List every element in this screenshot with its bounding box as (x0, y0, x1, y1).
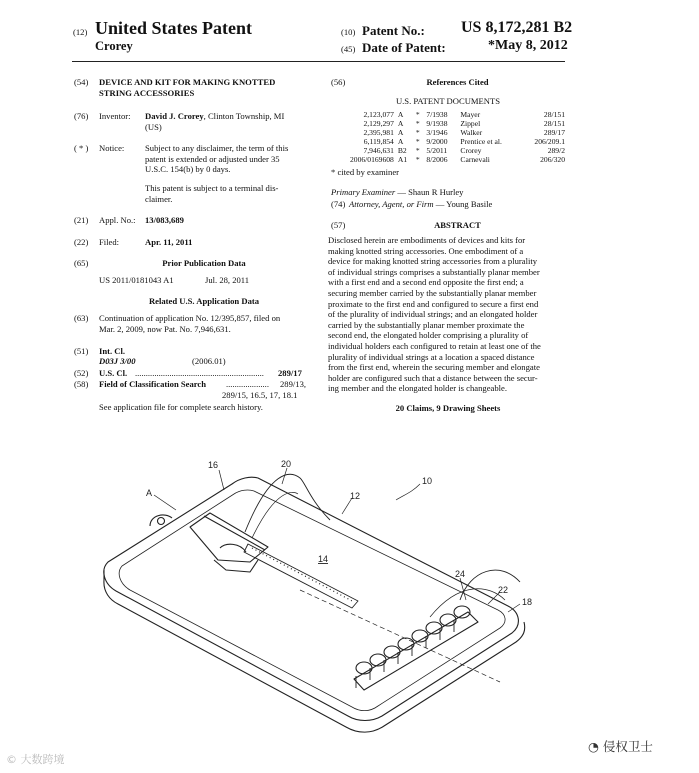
filed-label: Filed: (99, 237, 120, 247)
attorney-label: Attorney, Agent, or Firm (349, 199, 434, 209)
examiner-value: — Shaun R Hurley (395, 187, 464, 197)
clamp-body (190, 513, 268, 562)
ref-name: Zippel (460, 119, 481, 128)
refs-heading: References Cited (426, 77, 489, 87)
ref-number: 2,123,077 (363, 110, 394, 119)
ref-number: 2,129,297 (363, 119, 394, 128)
ref-date: 9/2000 (426, 137, 448, 146)
ref-number: 2,395,981 (363, 128, 394, 137)
uscl-value: 289/17 (278, 368, 302, 378)
ref-star: * (415, 137, 420, 146)
date-label: Date of Patent: (362, 40, 446, 55)
table-row (331, 119, 567, 128)
abstract-line: device for making knotted string accessories from a plurality (328, 256, 538, 267)
related-line: Mar. 2, 2009, now Pat. No. 7,946,631. (99, 323, 231, 334)
watermark-left-icon: © (6, 753, 17, 766)
notice-line: patent is extended or adjusted under 35 (145, 153, 280, 164)
ref-star: * (415, 119, 420, 128)
patent-no-label: Patent No.: (362, 23, 425, 38)
refs-subheading: U.S. PATENT DOCUMENTS (395, 96, 501, 106)
abstract-line: ing member and the elongated holder is changeable. (328, 383, 507, 394)
field-value-1: 289/13, (280, 379, 307, 389)
ref-kind: A (397, 119, 404, 128)
ref-name: Carnevali (460, 155, 490, 164)
abstract-line: carried by the substantially planar member proximate the (328, 319, 525, 330)
ref-star: * (415, 155, 420, 164)
cited-note: * cited by examiner (331, 167, 400, 177)
figure-label-10: 10 (422, 476, 433, 486)
table-row (331, 137, 567, 146)
ref-class: 289/17 (543, 128, 565, 137)
filed-code: (22) (74, 237, 89, 247)
abstract-line: of individual strings comprises a substantially planar member (328, 266, 540, 277)
clamp-base (214, 560, 258, 572)
inventor-label: Inventor: (99, 111, 131, 121)
filed-date: Apr. 11, 2011 (145, 237, 193, 247)
prior-date: Jul. 28, 2011 (205, 275, 250, 285)
attorney-code: (74) (331, 199, 346, 209)
abstract-line: plurality of individual strings at a location a spaced distance (328, 351, 535, 362)
related-text (99, 313, 314, 334)
ref-number: 2006/0169608 (349, 155, 394, 164)
inventor-name: David J. Crorey (145, 111, 204, 121)
patent-number: US 8,172,281 B2 (461, 19, 573, 36)
ref-date: 7/1938 (426, 110, 448, 119)
ruler-strip (244, 544, 358, 608)
ref-kind: A (397, 110, 404, 119)
field-label: Field of Classification Search (99, 379, 207, 389)
notice-text (145, 143, 310, 175)
prior-heading: Prior Publication Data (162, 258, 246, 268)
notice-line: U.S.C. 154(b) by 0 days. (145, 164, 231, 175)
inventor-code: (76) (74, 111, 89, 121)
title-code: (54) (74, 77, 89, 87)
patent-figure (0, 430, 699, 773)
figure-label-22: 22 (498, 585, 509, 595)
watermark-left-text: 大数跨境 (20, 753, 65, 766)
related-code: (63) (74, 313, 89, 323)
abstract-line: second end, the elongated holder comprising a plurality of (328, 330, 529, 341)
ref-number: 7,946,631 (363, 146, 394, 155)
ref-class: 289/2 (547, 146, 565, 155)
plate-outline (104, 477, 519, 720)
field-value-2: 289/15, 16.5, 17, 18.1 (222, 390, 298, 400)
plate-thickness (104, 570, 525, 732)
abstract-heading: ABSTRACT (434, 220, 481, 230)
figure-label-18: 18 (522, 597, 533, 607)
inventor-short: Crorey (95, 39, 133, 53)
abstract-line: making knotted string accessories. One embodiment of a (328, 245, 524, 256)
figure-label-14: 14 (318, 554, 329, 564)
notice-code: ( * ) (74, 143, 89, 153)
table-row (331, 146, 567, 155)
document-title: United States Patent (95, 18, 252, 38)
abstract-code: (57) (331, 220, 346, 230)
title-line-2: STRING ACCESSORIES (99, 88, 195, 98)
watermark-right (588, 737, 653, 755)
wechat-icon: ◔ (588, 739, 599, 754)
table-row (331, 128, 567, 137)
appl-label: Appl. No.: (99, 215, 136, 225)
uscl-dots: ............................................................ (135, 368, 264, 378)
terminal-line: claimer. (145, 193, 173, 204)
ref-class: 206/209.1 (534, 137, 565, 146)
claims-summary: 20 Claims, 9 Drawing Sheets (395, 403, 501, 413)
ref-number: 6,119,854 (363, 137, 394, 146)
uscl-code: (52) (74, 368, 89, 378)
ref-class: 28/151 (543, 110, 565, 119)
leader-16 (219, 470, 224, 490)
abstract-line: Disclosed herein are embodiments of devices and kits for (328, 235, 526, 245)
kind-code-12: (12) (73, 27, 88, 37)
figure-label-20: 20 (281, 459, 292, 469)
figure-label-A: A (146, 488, 153, 498)
intcl-class: D03J 3/00 (99, 356, 136, 366)
examiner-line (331, 187, 463, 198)
ruler-ticks (252, 548, 354, 602)
ref-star: * (415, 146, 420, 155)
intcl-year: (2006.01) (192, 356, 226, 366)
abstract-body (328, 235, 566, 394)
ref-name: Crorey (460, 146, 482, 155)
title-line-1: DEVICE AND KIT FOR MAKING KNOTTED (99, 77, 276, 87)
ref-name: Mayer (460, 110, 481, 119)
leader-A (154, 495, 176, 510)
notice-label: Notice: (99, 143, 125, 153)
intcl-label: Int. Cl. (99, 346, 126, 356)
related-heading: Related U.S. Application Data (148, 296, 260, 306)
ref-kind: A (397, 137, 404, 146)
ref-kind: A1 (397, 155, 408, 164)
ref-date: 8/2006 (426, 155, 448, 164)
bead-row (356, 606, 470, 674)
ref-kind: B2 (397, 146, 407, 155)
strings-mid (252, 492, 298, 538)
inventor-country: (US) (145, 122, 162, 132)
header-rule (72, 61, 565, 62)
abstract-line: securing member carried by the substantially planar member (328, 287, 537, 298)
refs-code: (56) (331, 77, 346, 87)
ref-class: 206/320 (540, 155, 565, 164)
ref-name: Prentice et al. (460, 137, 502, 146)
field-note: See application file for complete search history. (99, 402, 263, 412)
watermark-right-text: 侵权卫士 (602, 739, 653, 754)
abstract-line: proximate to the first end and configured to secure a first end (328, 298, 539, 309)
notice-line: Subject to any disclaimer, the term of this (145, 143, 289, 153)
kind-code-45: (45) (341, 44, 356, 54)
prior-publication: US 2011/0181043 A1 (99, 275, 174, 285)
ref-date: 5/2011 (426, 146, 448, 155)
ref-date: 9/1938 (426, 119, 448, 128)
clamp-pivot (220, 544, 246, 552)
abstract-line: with a first end and a second end opposite the first end; a (328, 277, 524, 288)
uscl-label: U.S. Cl. (99, 368, 128, 378)
terminal-line: This patent is subject to a terminal dis- (145, 183, 279, 193)
examiner-label: Primary Examiner (331, 187, 396, 197)
abstract-line: holder are configured such that a distance between the secur- (328, 372, 538, 383)
references-table (331, 110, 567, 164)
figure-label-12: 12 (350, 491, 361, 501)
kind-code-10: (10) (341, 27, 356, 37)
field-code: (58) (74, 379, 89, 389)
ref-name: Walker (460, 128, 483, 137)
figure-label-24: 24 (455, 569, 466, 579)
patent-date: *May 8, 2012 (488, 38, 568, 53)
ref-date: 3/1946 (426, 128, 448, 137)
table-row (331, 155, 567, 164)
ref-star: * (415, 128, 420, 137)
terminal-disclaimer (145, 183, 310, 204)
field-dots: .................... (226, 379, 269, 389)
prior-code: (65) (74, 258, 89, 268)
intcl-code: (51) (74, 346, 89, 356)
hang-hole (158, 518, 165, 525)
appl-number: 13/083,689 (145, 215, 184, 225)
attorney-value: — Young Basile (433, 199, 493, 209)
abstract-line: of the plurality of individual strings; and an elongated holder (328, 309, 538, 320)
ref-star: * (415, 110, 420, 119)
ref-kind: A (397, 128, 404, 137)
leader-10 (396, 484, 420, 500)
related-line: Continuation of application No. 12/395,857, filed on (99, 313, 281, 323)
figure-label-16: 16 (208, 460, 219, 470)
abstract-line: individual holders each configured to retain at least one of the (328, 340, 541, 351)
appl-code: (21) (74, 215, 89, 225)
watermark-left (6, 751, 65, 767)
table-row (331, 110, 567, 119)
attorney-line (349, 199, 492, 210)
abstract-line: from the first end, wherein the securing member and elongate (328, 362, 540, 373)
ref-class: 28/151 (543, 119, 565, 128)
inventor-place: , Clinton Township, MI (203, 111, 285, 121)
inventor-line (145, 111, 284, 122)
strings-upper (245, 474, 330, 532)
